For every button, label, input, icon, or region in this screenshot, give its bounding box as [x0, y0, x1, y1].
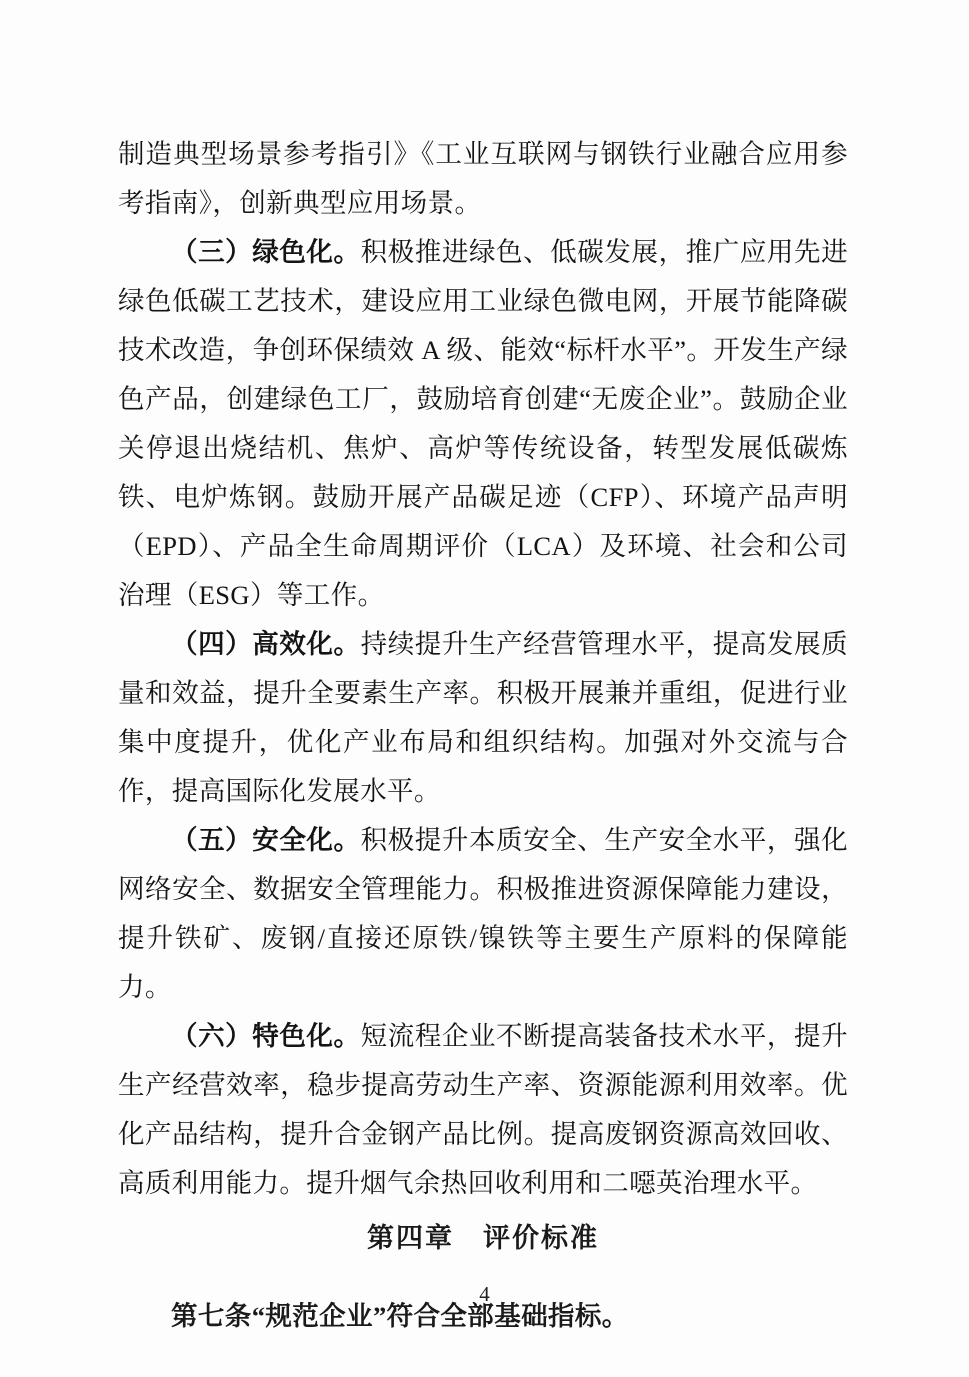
- page-number: 4: [479, 1282, 490, 1306]
- article-number: 第七条: [171, 1300, 252, 1331]
- paragraph-safety: [118, 816, 848, 1012]
- chapter-heading: 第四章 评价标准: [367, 1223, 599, 1253]
- paragraph-text: 持续提升生产经营管理水平，提高发展质量和效益，提升全要素生产率。积极开展兼并重组，促进行业集中度提升，优化产业布局和组织结构。加强对外交流与合作，提高国际化发展水平。: [118, 629, 848, 806]
- paragraph-text: 积极提升本质安全、生产安全水平，强化网络安全、数据安全管理能力。积极推进资源保障能力建设，提升铁矿、废钢/直接还原铁/镍铁等主要生产原料的保障能力。: [118, 825, 848, 1002]
- paragraph-label-characteristic: （六）特色化。: [171, 1021, 361, 1051]
- paragraph-efficient: [118, 620, 848, 816]
- paragraph-label-efficient: （四）高效化。: [171, 629, 361, 659]
- paragraph-label-safety: （五）安全化。: [171, 825, 361, 855]
- paragraph-text: 制造典型场景参考指引》《工业互联网与钢铁行业融合应用参考指南》，创新典型应用场景。: [118, 139, 848, 218]
- page-body: [118, 130, 848, 1367]
- paragraph-text: 短流程企业不断提高装备技术水平，提升生产经营效率，稳步提高劳动生产率、资源能源利用效率。优化产品结构，提升合金钢产品比例。提高废钢资源高效回收、高质利用能力。提升烟气余热回收利用和二噁英治理水平。: [118, 1021, 848, 1198]
- paragraph-label-green: （三）绿色化。: [171, 237, 361, 267]
- paragraph-text: 积极推进绿色、低碳发展，推广应用先进绿色低碳工艺技术，建设应用工业绿色微电网，开展节能降碳技术改造，争创环保绩效 A 级、能效“标杆水平”。开发生产绿色产品，创建绿色工厂，鼓励培育创建“无废企业”。鼓励企业关停退出烧结机、焦炉、高炉等传统设备，转型发展低碳炼铁、电炉炼钢。鼓励开展产品碳足迹（CFP）、环境产品声明（EPD）、产品全生命周期评价（LCA）及环境、社会和公司治理（ESG）等工作。: [118, 237, 848, 610]
- article-text: “规范企业”符合全部基础指标。: [251, 1300, 629, 1331]
- paragraph-characteristic: [118, 1012, 848, 1208]
- paragraph-continuation: [118, 130, 848, 228]
- paragraph-green: [118, 228, 848, 620]
